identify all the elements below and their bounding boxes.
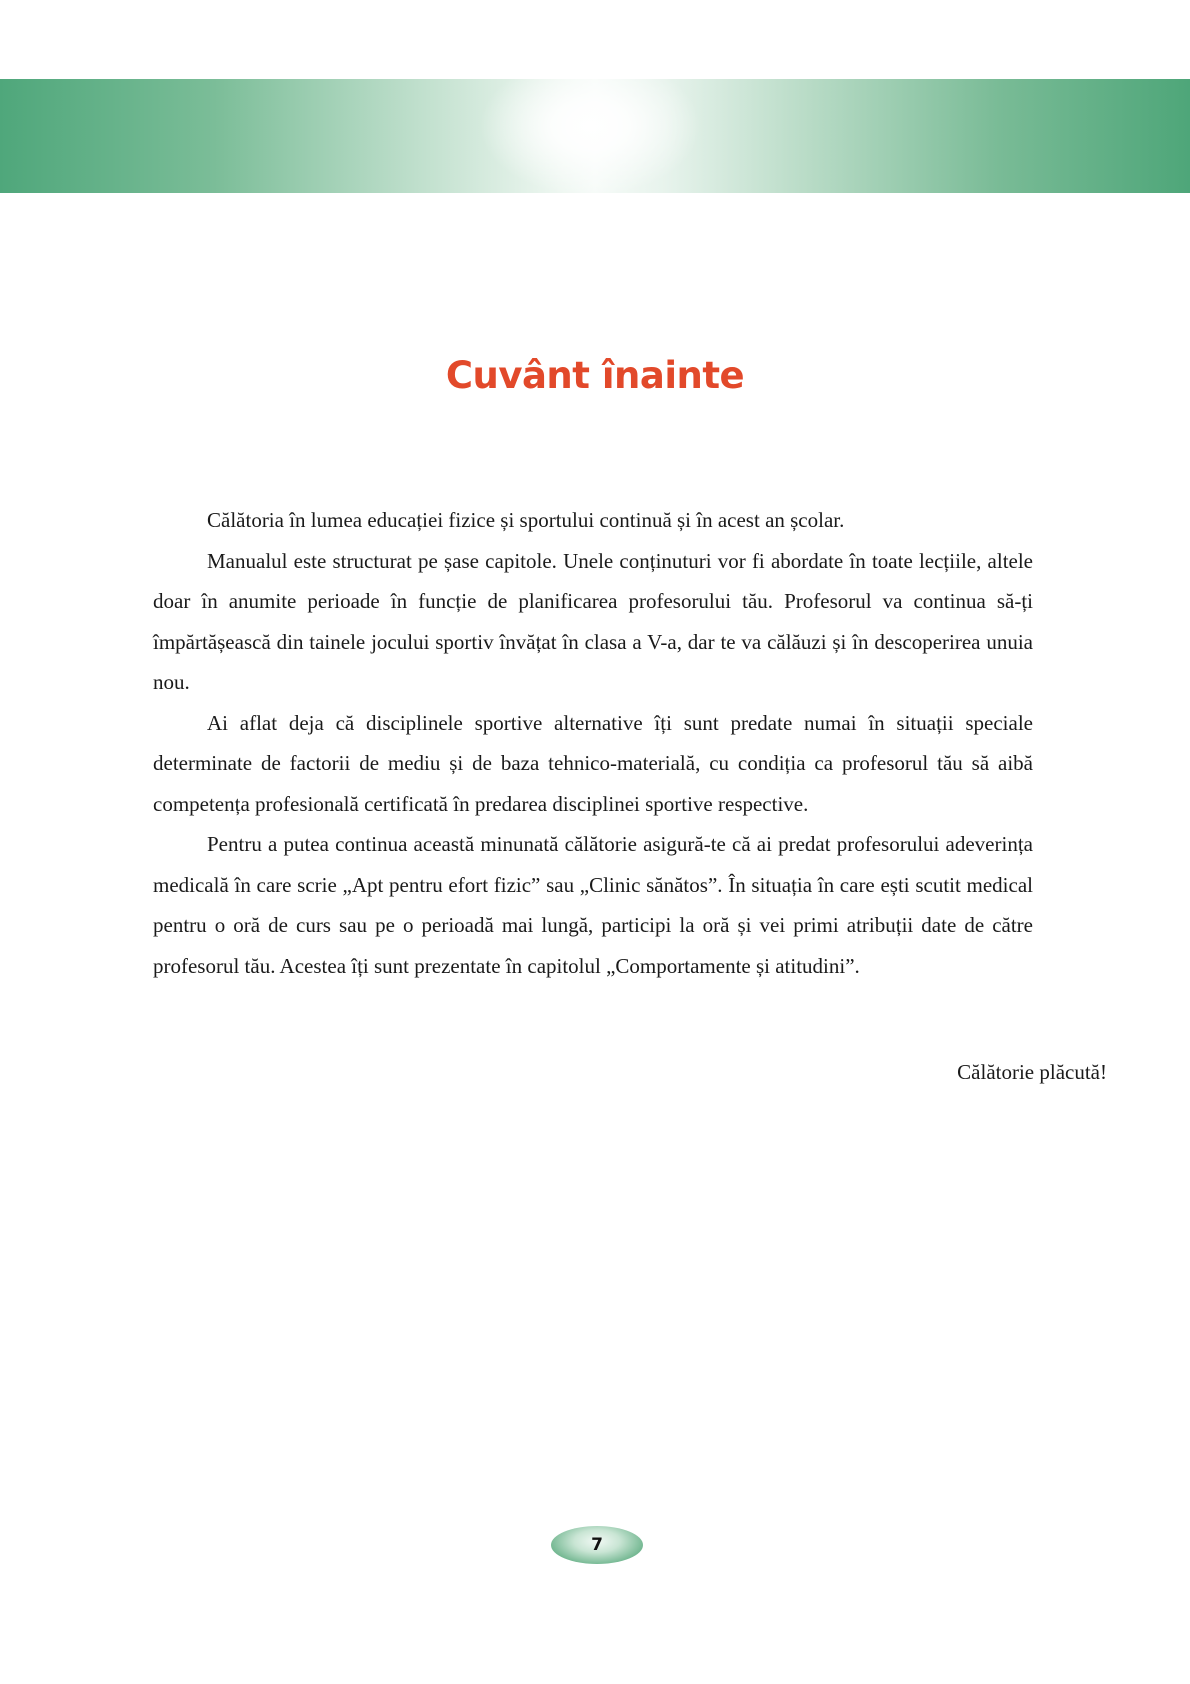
paragraph-2: Manualul este structurat pe șase capitole. Unele conținuturi vor fi abordate în toate lecțiile, altele doar în anumite perioade în funcție de planificarea profesorului tău. Profesorul va continua să-ți împărtășească din tainele jocului sportiv învățat în clasa a V-a, dar te va călăuzi și în descoperirea unuia nou.: [153, 548, 1033, 694]
header-gradient-band: [0, 79, 1190, 193]
body-text: [153, 500, 1033, 986]
closing-line: Călătorie plăcută!: [957, 1060, 1107, 1084]
paragraph-3: Ai aflat deja că disciplinele sportive alternative îți sunt predate numai în situații speciale determinate de factorii de mediu și de baza tehnico-materială, cu condiția ca profesorul tău să aibă competența profesională certificată în predarea disciplinei sportive respective.: [153, 710, 1033, 816]
paragraph-1: Călătoria în lumea educației fizice și sportului continuă și în acest an școlar.: [207, 508, 845, 532]
page-title: Cuvânt înainte: [445, 354, 745, 397]
page-number-badge: [551, 1526, 643, 1564]
page-number: 7: [591, 1535, 603, 1555]
paragraph-4: Pentru a putea continua această minunată călătorie asigură-te că ai predat profesorului adeverința medicală în care scrie „Apt pentru efort fizic” sau „Clinic sănătos”. În situația în care ești scutit medical pentru o oră de curs sau pe o perioadă mai lungă, participi la oră și vei primi atribuții date de către profesorul tău. Acestea îți sunt prezentate în capitolul „Comportamente și atitudini”.: [153, 832, 1033, 978]
